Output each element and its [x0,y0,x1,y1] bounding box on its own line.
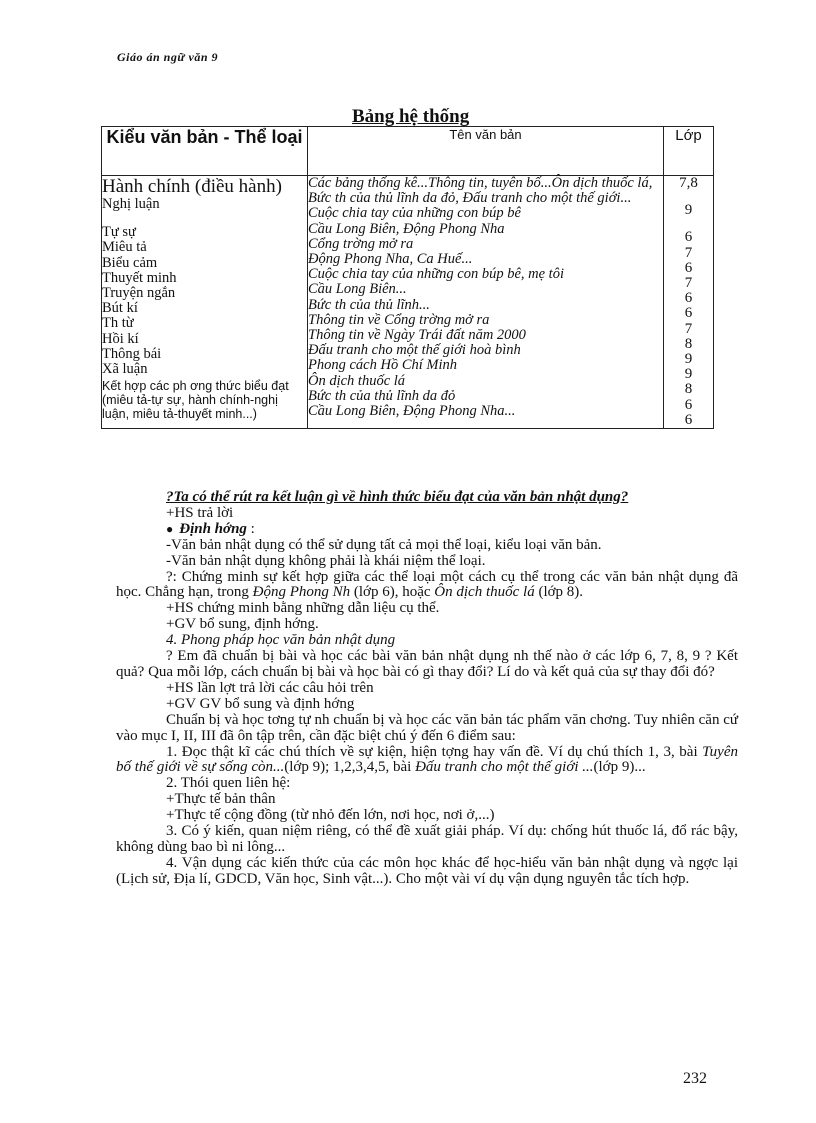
grade-item: 8 [684,381,693,398]
point-1 [116,745,738,777]
genre-item: Thông bái [102,345,162,362]
p1-text: (lớp 9)... [593,759,646,776]
column-header-text-name: Tên văn bản [308,127,664,176]
grade-item: 6 [684,396,693,413]
grade-item: 6 [684,259,693,276]
genre-item: Hành chính (điều hành) [102,176,282,197]
page-number: 232 [683,1070,707,1087]
question-combination [116,570,738,602]
running-header: Giáo án ngữ văn 9 [117,50,219,64]
body-text [116,490,738,888]
q2-title-thuoc-la: Ôn dịch thuốc lá [434,584,535,601]
genre-item: Th từ [102,315,134,332]
text-item: Cầu Long Biên, Động Phong Nha... [308,403,516,420]
text-item: Thông tin về Ngày Trái đất năm 2000 [308,327,526,344]
grade-item: 9 [684,202,693,219]
text-item: Các bảng thống kê...Thông tin, tuyên bố...Ôn dịch thuốc lá, Bức th của thủ lĩnh da đỏ, Đấu tranh cho một thế giới... [308,175,653,207]
point-2-sub: +Thực tế cộng đồng (từ nhỏ đến lớn, nơi học, nơi ở,...) [166,807,495,824]
guidance-heading [116,522,738,538]
text-item: Bức th của thủ lĩnh da đỏ [308,387,456,404]
text-item: Cuộc chia tay của những con búp bê [308,205,521,222]
table-title: Bảng hệ thống [352,106,470,127]
teacher-note: +GV GV bổ sung và định hớng [166,695,355,712]
grade-cell [664,176,714,429]
text-item: Bức th của thủ lĩnh... [308,296,430,313]
grade-item: 6 [684,411,693,428]
grade-item: 6 [684,290,693,307]
text-item: Đấu tranh cho một thế giới hoà bình [308,342,521,359]
genre-item: Xã luận [102,361,148,378]
guidance-colon: : [250,520,255,537]
student-answer-note: +HS chứng minh bằng những dẫn liệu cụ thể. [166,600,440,617]
table-header-row [102,127,714,176]
point-3: 3. Có ý kiến, quan niệm riêng, có thể đề xuất giải pháp. Ví dụ: chống hút thuốc lá, đổ rác bậy, không dùng bao bì ni lông... [116,823,738,855]
genre-item: Kết hợp các ph ơng thức biểu đạt (miêu tả-tự sự, hành chính-nghị luận, miêu tả-thuyết minh...) [102,379,289,422]
student-answer-note: +HS trả lời [166,504,234,521]
text-item: Ôn dịch thuốc lá [308,372,406,389]
genre-item: Miêu tả [102,239,147,256]
grade-item: 7 [684,320,693,337]
p1-text: (lớp 9); 1,2,3,4,5, bài [284,759,412,776]
point-4: 4. Vận dụng các kiến thức của các môn học khác để học-hiểu văn bản nhật dụng và ngợc lại (Lịch sử, Địa lí, GDCD, Văn học, Sinh vật...). Cho một vài ví dụ vận dụng nguyên tắc tích hợp. [116,854,738,887]
question-form-conclusion: ?Ta có thể rút ra kết luận gì về hình thức biểu đạt của văn bản nhật dụng? [166,489,629,505]
point-2-sub: +Thực tế bản thân [166,791,276,808]
grade-item: 9 [684,351,693,368]
student-answer-note: +HS lần lợt trả lời các câu hỏi trên [166,679,374,696]
p1-text: 1. Đọc thật kĩ các chú thích về sự kiện, hiện tợng hay vấn đề. Ví dụ chú thích 1, 3, bài [166,743,698,760]
q2-title-phong-nha: Động Phong Nh [252,584,351,601]
genre-item: Nghị luận [102,196,160,212]
genre-item: Thuyết minh [102,269,177,286]
p1-title: Đấu tranh cho một thế giới ... [415,759,594,776]
text-item: Động Phong Nha, Ca Huế... [308,251,473,268]
grade-item: 7 [684,244,693,261]
text-item: Cầu Long Biên, Động Phong Nha [308,220,505,237]
paragraph: Chuẩn bị và học tơng tự nh chuẩn bị và học các văn bản tác phẩm văn chơng. Tuy nhiên căn cứ vào mục I, II, III đã ôn tập trên, cần đặc biệt chú ý đến 6 điểm sau: [116,711,738,744]
column-header-grade: Lớp [664,127,714,176]
text-item: Phong cách Hồ Chí Minh [308,357,458,374]
guidance-point: -Văn bản nhật dụng không phải là khái niệm thể loại. [166,552,486,569]
point-2: 2. Thói quen liên hệ: [166,775,291,792]
text-item: Cầu Long Biên... [308,281,407,298]
question-preparation: ? Em đã chuẩn bị bài và học các bài văn bản nhật dụng nh thế nào ở các lớp 6, 7, 8, 9 ? Kết quả? Qua mỗi lớp, cách chuẩn bị bài và học bài có gì thay đổi? Lí do và kết quả của sự thay đổi đó? [116,648,738,680]
genre-item: Hồi kí [102,330,139,347]
genre-cell [102,176,308,429]
guidance-label: Định hớng [179,520,247,537]
q2-text: (lớp 6), hoặc [353,584,431,601]
genre-item: Truyện ngắn [102,285,176,302]
genre-item: Biểu cảm [102,254,158,271]
guidance-point: -Văn bản nhật dụng có thể sử dụng tất cả mọi thể loại, kiểu loại văn bản. [166,536,602,553]
grade-item: 6 [684,305,693,322]
text-name-cell [308,176,664,429]
q2-text: (lớp 8). [538,584,584,601]
text-item: Cuộc chia tay của những con búp bê, mẹ tôi [308,266,564,283]
genre-item: Tự sự [102,224,136,241]
grade-item: 8 [684,335,693,352]
grade-item: 7,8 [679,175,698,191]
grade-item: 9 [684,366,693,383]
table-body-row [102,176,714,429]
summary-table [101,126,714,429]
p1-title: Tuyên bố thế giới về sự sống còn... [116,743,739,776]
grade-item: 7 [684,275,693,292]
grade-item: 6 [684,229,693,246]
teacher-note: +GV bổ sung, định hớng. [166,616,319,633]
text-item: Cổng trờng mở ra [308,235,414,252]
q2-text: ?: Chứng minh sự kết hợp giữa các thể loại một cách cụ thể trong các văn bản nhật dụng đã học. Chẳng hạn, trong [116,568,738,601]
genre-item: Bút kí [102,300,138,317]
bullet-icon: ● [166,521,174,536]
column-header-genre: Kiểu văn bản - Thể loại [102,127,308,176]
section-heading: 4. Phong pháp học văn bản nhật dụng [166,632,396,649]
text-item: Thông tin về Cổng trờng mở ra [308,311,490,328]
